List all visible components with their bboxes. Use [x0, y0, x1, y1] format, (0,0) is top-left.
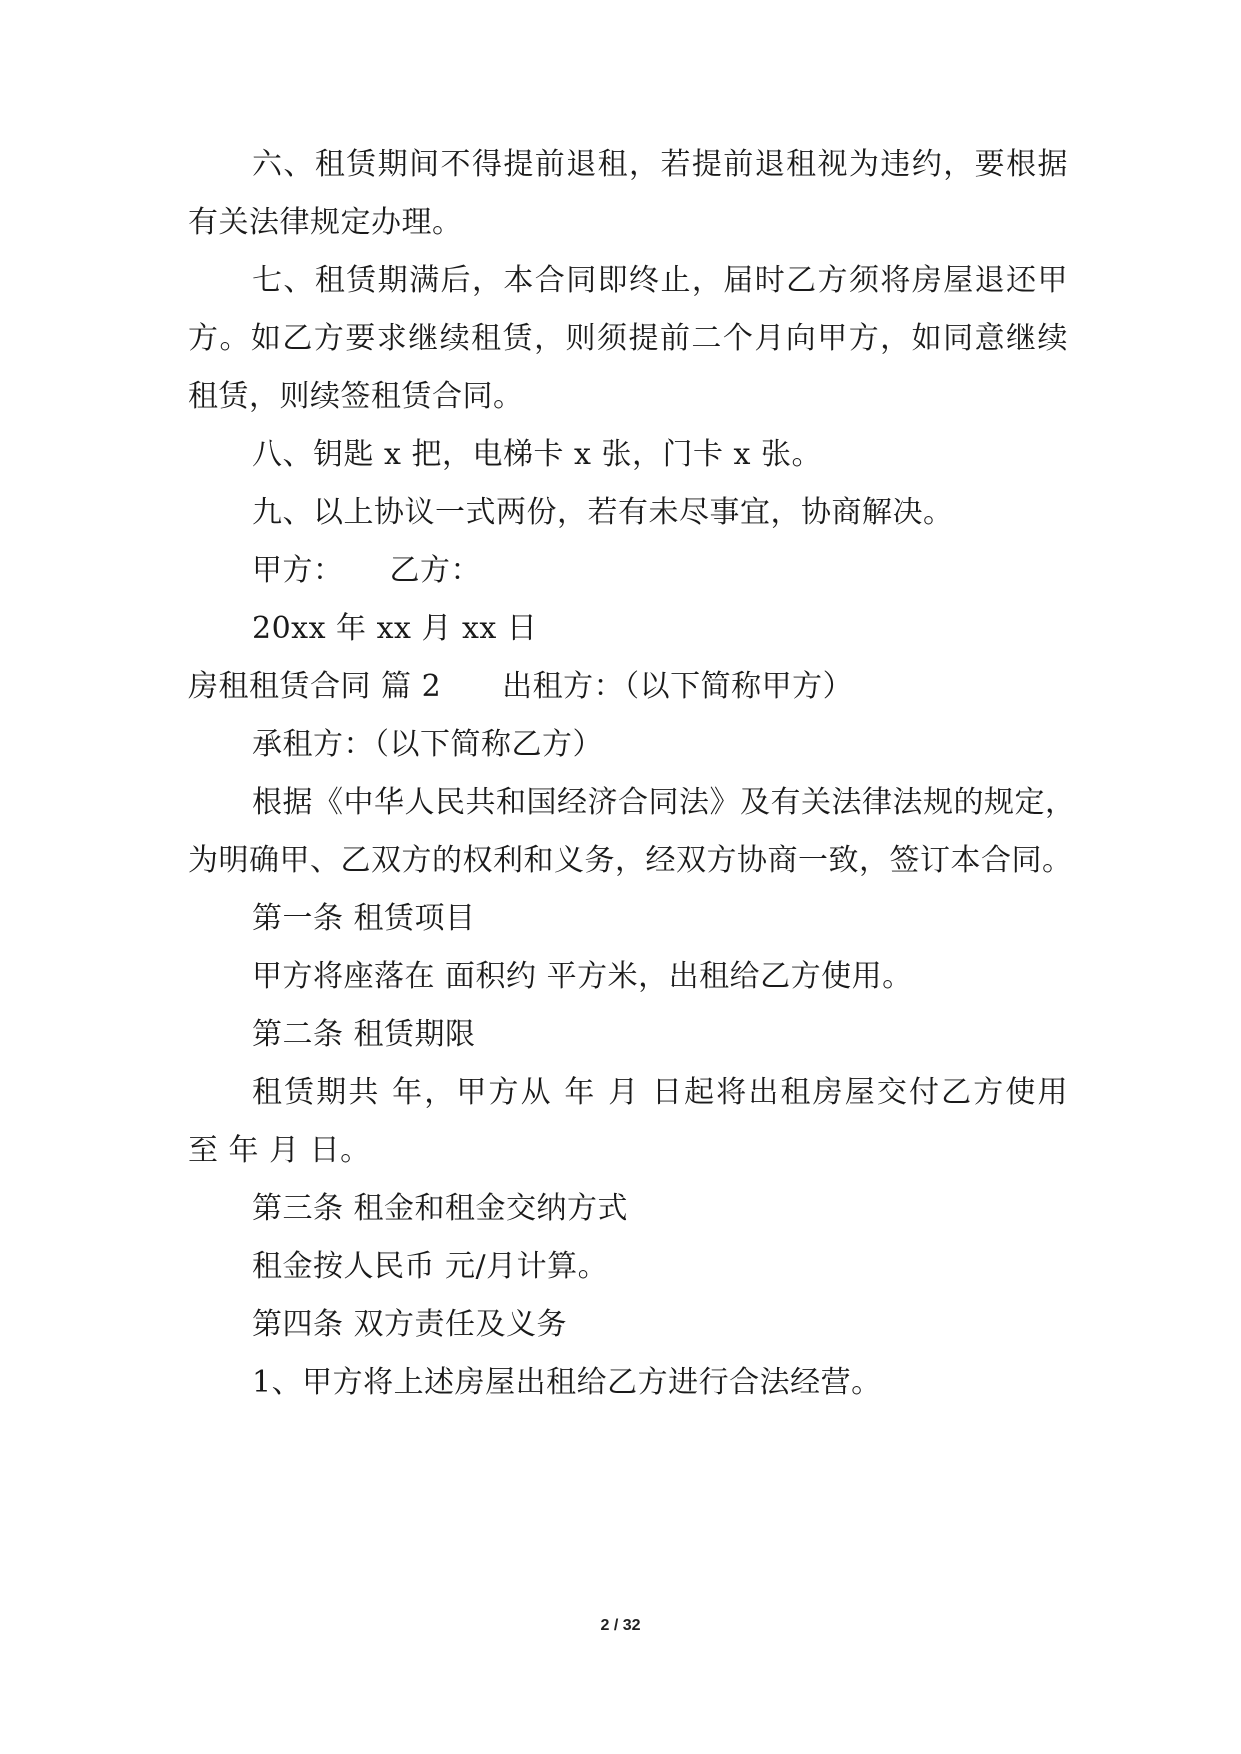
article-heading: 第四条 双方责任及义务 [252, 1307, 568, 1342]
article-heading: 第一条 租赁项目 [252, 901, 476, 936]
paragraph-line: 有关法律规定办理。 [188, 205, 463, 240]
signature-line: 甲方： 乙方： [252, 553, 481, 588]
paragraph-line: 承租方：（以下简称乙方） [252, 727, 603, 762]
paragraph-line: 八、钥匙 x 把，电梯卡 x 张，门卡 x 张。 [252, 437, 822, 472]
paragraph-line: 租赁期共 年，甲方从 年 月 日起将出租房屋交付乙方使用 [252, 1075, 1068, 1110]
paragraph-line: 1、甲方将上述房屋出租给乙方进行合法经营。 [252, 1365, 882, 1400]
paragraph-line: 为明确甲、乙双方的权利和义务，经双方协商一致，签订本合同。 [188, 843, 1073, 878]
date-line: 20xx 年 xx 月 xx 日 [252, 611, 538, 646]
paragraph-line: 七、租赁期满后，本合同即终止，届时乙方须将房屋退还甲 [252, 263, 1068, 298]
paragraph-line: 至 年 月 日。 [188, 1133, 371, 1168]
paragraph-line: 甲方将座落在 面积约 平方米，出租给乙方使用。 [252, 959, 913, 994]
paragraph-line: 方。如乙方要求继续租赁，则须提前二个月向甲方，如同意继续 [188, 321, 1068, 356]
section-heading: 房租租赁合同 篇 2 出租方：（以下简称甲方） [188, 669, 854, 704]
page-number: 2 / 32 [600, 1617, 641, 1634]
paragraph-line: 租金按人民币 元/月计算。 [252, 1249, 609, 1284]
article-heading: 第二条 租赁期限 [252, 1017, 476, 1052]
paragraph-line: 租赁，则续签租赁合同。 [188, 379, 524, 414]
paragraph-line: 六、租赁期间不得提前退租，若提前退租视为违约，要根据 [252, 147, 1068, 182]
paragraph-line: 九、以上协议一式两份，若有未尽事宜，协商解决。 [252, 495, 954, 530]
paragraph-line: 根据《中华人民共和国经济合同法》及有关法律法规的规定， [252, 785, 1076, 820]
article-heading: 第三条 租金和租金交纳方式 [252, 1191, 629, 1226]
